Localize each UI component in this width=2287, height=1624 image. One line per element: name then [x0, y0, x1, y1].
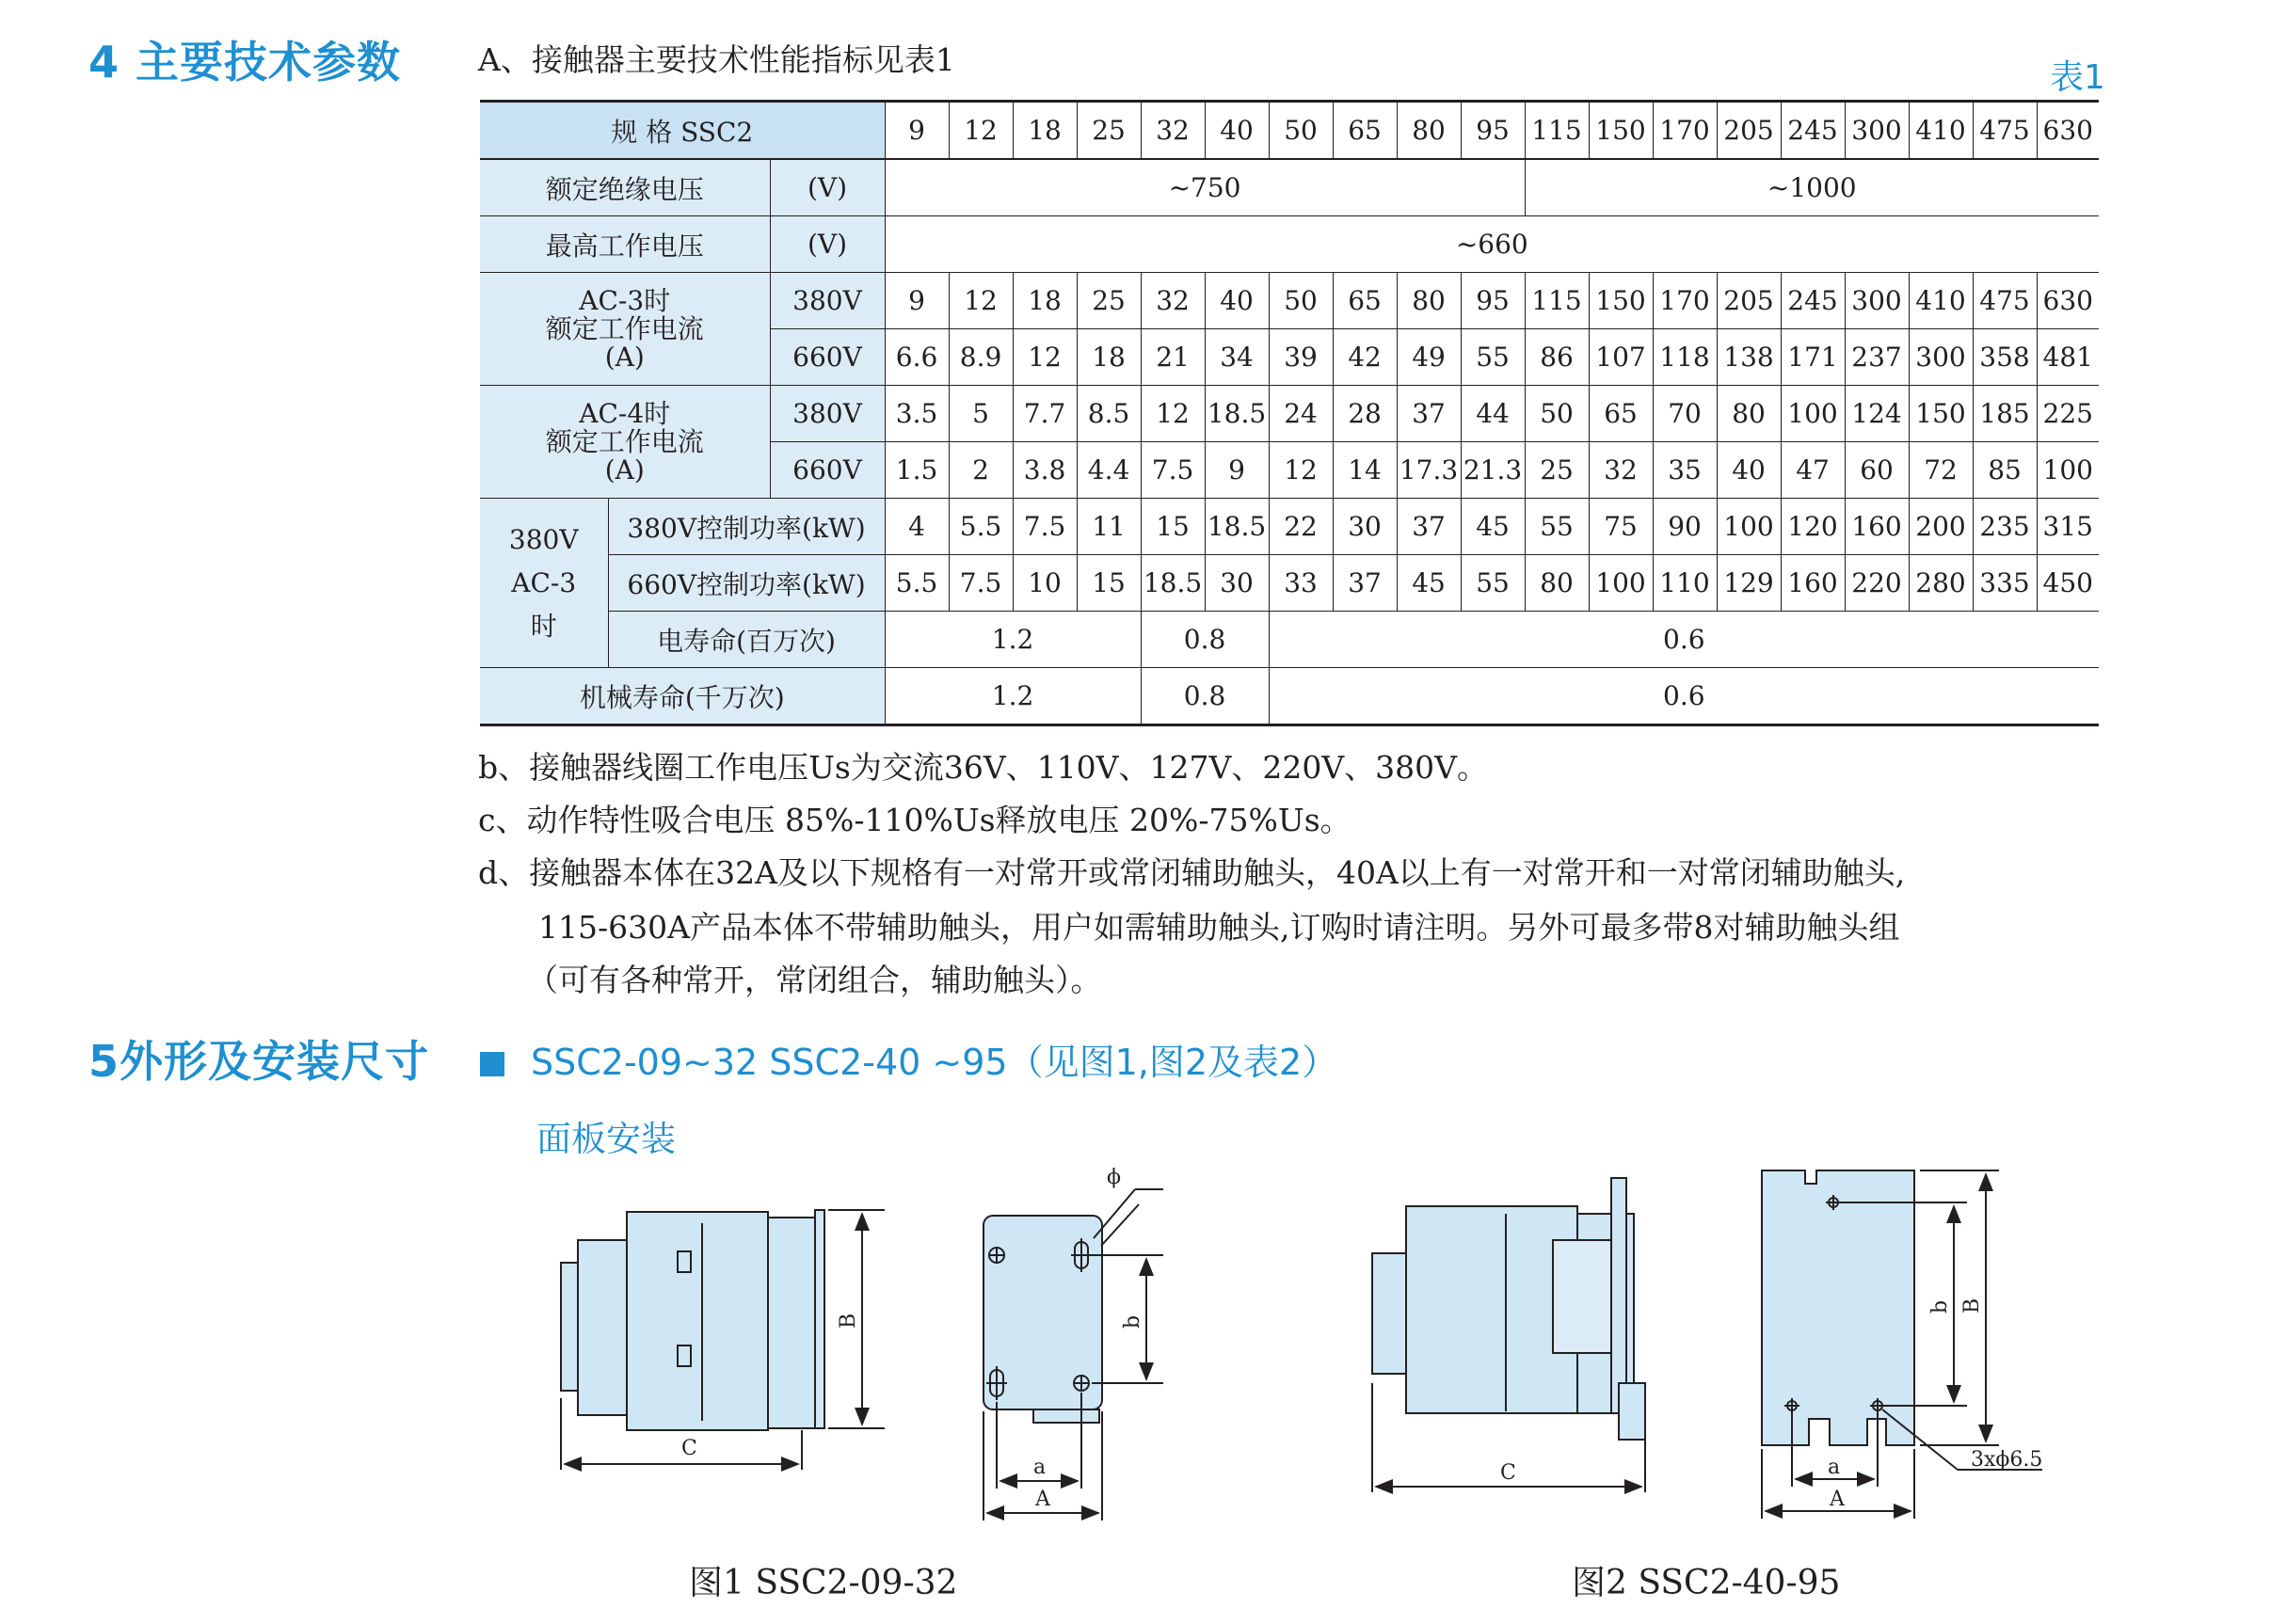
value-cell: 18 [1077, 329, 1141, 386]
value-cell: 205 [1717, 273, 1781, 329]
value-cell: 100 [2037, 442, 2099, 499]
insulation-label: 额定绝缘电压 [480, 159, 770, 216]
value-cell: 118 [1653, 329, 1717, 386]
value-cell: 335 [1973, 555, 2037, 612]
max-voltage-value: ~660 [885, 216, 2099, 273]
value-cell: 481 [2037, 329, 2099, 386]
value-cell: 40 [1205, 273, 1269, 329]
value-cell: 65 [1589, 386, 1653, 442]
p660-label: 660V控制功率(kW) [608, 555, 885, 612]
ac3-label-line3: (A) [604, 341, 645, 373]
value-cell: 100 [1589, 555, 1653, 612]
value-cell: 5 [949, 386, 1013, 442]
value-cell: 6.6 [885, 329, 949, 386]
rating-cell: 475 [1973, 102, 2037, 160]
ac3-label-line1: AC-3时 [579, 284, 671, 316]
value-cell: 22 [1269, 499, 1333, 555]
fig1-dim-b-lower: b [1121, 1314, 1144, 1329]
value-cell: 7.5 [1141, 442, 1205, 499]
insulation-unit: (V) [770, 159, 885, 216]
rating-cell: 410 [1909, 102, 1973, 160]
value-cell: 11 [1077, 499, 1141, 555]
rating-cell: 80 [1397, 102, 1461, 160]
rating-cell: 630 [2037, 102, 2099, 160]
value-cell: 47 [1781, 442, 1845, 499]
note-d-line3: （可有各种常开，常闭组合，辅助触头）。 [527, 962, 1102, 998]
value-cell: 160 [1781, 555, 1845, 612]
value-cell: 55 [1525, 499, 1589, 555]
note-c: c、动作特性吸合电压 85%-110%Us释放电压 20%-75%Us。 [478, 802, 1351, 838]
value-cell: 25 [1077, 273, 1141, 329]
fig2-dim-a-lower: a [1828, 1456, 1841, 1479]
rating-cell: 65 [1333, 102, 1397, 160]
fig2-dim-c: C [1500, 1461, 1516, 1485]
value-cell: 45 [1397, 555, 1461, 612]
mech-life-3: 0.6 [1269, 668, 2099, 725]
fig1-front-view [984, 1216, 1102, 1423]
table-intro: A、接触器主要技术性能指标见表1 [478, 41, 955, 78]
ac3-v660: 660V [770, 329, 885, 386]
value-cell: 9 [1205, 442, 1269, 499]
note-d-line1: d、接触器本体在32A及以下规格有一对常开或常闭辅助触头，40A以上有一对常开和一对常闭辅助触头, [478, 854, 1906, 891]
value-cell: 50 [1269, 273, 1333, 329]
value-cell: 55 [1461, 555, 1525, 612]
value-cell: 129 [1717, 555, 1781, 612]
value-cell: 50 [1525, 386, 1589, 442]
value-cell: 17.3 [1397, 442, 1461, 499]
ac3-v380: 380V [770, 273, 885, 329]
fig2-dim-a-upper: A [1830, 1488, 1845, 1511]
value-cell: 25 [1525, 442, 1589, 499]
value-cell: 95 [1461, 273, 1525, 329]
value-cell: 4.4 [1077, 442, 1141, 499]
rating-cell: 150 [1589, 102, 1653, 160]
value-cell: 21 [1141, 329, 1205, 386]
fig1-caption: 图1 SSC2-09-32 [689, 1564, 958, 1602]
value-cell: 630 [2037, 273, 2099, 329]
rating-cell: 50 [1269, 102, 1333, 160]
rating-cell: 170 [1653, 102, 1717, 160]
max-voltage-unit: (V) [770, 216, 885, 273]
section5-title: 5外形及安装尺寸 [88, 1036, 430, 1087]
insulation-low: ~750 [885, 159, 1525, 216]
value-cell: 44 [1461, 386, 1525, 442]
value-cell: 300 [1909, 329, 1973, 386]
value-cell: 86 [1525, 329, 1589, 386]
value-cell: 280 [1909, 555, 1973, 612]
value-cell: 110 [1653, 555, 1717, 612]
rating-cell: 245 [1781, 102, 1845, 160]
group-line2: AC-3 [511, 566, 577, 598]
value-cell: 18.5 [1205, 499, 1269, 555]
value-cell: 8.5 [1077, 386, 1141, 442]
value-cell: 4 [885, 499, 949, 555]
fig2-dim-b-lower: b [1928, 1299, 1952, 1314]
ac3-label-line2: 额定工作电流 [545, 312, 704, 344]
value-cell: 220 [1845, 555, 1909, 612]
value-cell: 72 [1909, 442, 1973, 499]
value-cell: 170 [1653, 273, 1717, 329]
value-cell: 107 [1589, 329, 1653, 386]
value-cell: 28 [1333, 386, 1397, 442]
value-cell: 24 [1269, 386, 1333, 442]
value-cell: 21.3 [1461, 442, 1525, 499]
value-cell: 185 [1973, 386, 2037, 442]
value-cell: 40 [1717, 442, 1781, 499]
ac4-v660: 660V [770, 442, 885, 499]
value-cell: 18.5 [1141, 555, 1205, 612]
value-cell: 358 [1973, 329, 2037, 386]
value-cell: 37 [1333, 555, 1397, 612]
value-cell: 300 [1845, 273, 1909, 329]
ac4-label-line3: (A) [604, 454, 645, 486]
value-cell: 2 [949, 442, 1013, 499]
value-cell: 65 [1333, 273, 1397, 329]
value-cell: 12 [949, 273, 1013, 329]
section4-title: 4 主要技术参数 [88, 37, 402, 88]
value-cell: 10 [1013, 555, 1077, 612]
mech-life-2: 0.8 [1141, 668, 1269, 725]
rating-cell: 12 [949, 102, 1013, 160]
value-cell: 1.5 [885, 442, 949, 499]
value-cell: 30 [1205, 555, 1269, 612]
value-cell: 33 [1269, 555, 1333, 612]
value-cell: 124 [1845, 386, 1909, 442]
value-cell: 235 [1973, 499, 2037, 555]
value-cell: 37 [1397, 386, 1461, 442]
value-cell: 70 [1653, 386, 1717, 442]
note-b: b、接触器线圈工作电压Us为交流36V、110V、127V、220V、380V。 [478, 749, 1488, 786]
value-cell: 171 [1781, 329, 1845, 386]
value-cell: 12 [1269, 442, 1333, 499]
value-cell: 80 [1397, 273, 1461, 329]
value-cell: 475 [1973, 273, 2037, 329]
value-cell: 5.5 [949, 499, 1013, 555]
value-cell: 315 [2037, 499, 2099, 555]
value-cell: 160 [1845, 499, 1909, 555]
value-cell: 34 [1205, 329, 1269, 386]
value-cell: 7.7 [1013, 386, 1077, 442]
value-cell: 410 [1909, 273, 1973, 329]
fig1-dim-c: C [681, 1437, 697, 1460]
value-cell: 450 [2037, 555, 2099, 612]
value-cell: 3.8 [1013, 442, 1077, 499]
value-cell: 60 [1845, 442, 1909, 499]
value-cell: 42 [1333, 329, 1397, 386]
fig1-dim-a-lower: a [1033, 1456, 1047, 1479]
value-cell: 15 [1141, 499, 1205, 555]
rating-cell: 205 [1717, 102, 1781, 160]
value-cell: 32 [1141, 273, 1205, 329]
value-cell: 90 [1653, 499, 1717, 555]
value-cell: 35 [1653, 442, 1717, 499]
value-cell: 14 [1333, 442, 1397, 499]
rating-cell: 300 [1845, 102, 1909, 160]
rating-cell: 18 [1013, 102, 1077, 160]
value-cell: 32 [1589, 442, 1653, 499]
value-cell: 12 [1013, 329, 1077, 386]
spec-label: 规 格 SSC2 [480, 102, 885, 160]
insulation-high: ~1000 [1525, 159, 2099, 216]
value-cell: 30 [1333, 499, 1397, 555]
fig2-hole-spec: 3xϕ6.5 [1971, 1448, 2043, 1472]
value-cell: 3.5 [885, 386, 949, 442]
fig2-caption: 图2 SSC2-40-95 [1572, 1564, 1841, 1602]
note-d-line2: 115-630A产品本体不带辅助触头，用户如需辅助触头,订购时请注明。另外可最多带8对辅助触头组 [538, 909, 1900, 946]
rating-cell: 95 [1461, 102, 1525, 160]
table-number-label: 表1 [2050, 58, 2105, 97]
value-cell: 49 [1397, 329, 1461, 386]
value-cell: 138 [1717, 329, 1781, 386]
value-cell: 75 [1589, 499, 1653, 555]
value-cell: 237 [1845, 329, 1909, 386]
group-line3: 时 [530, 610, 557, 642]
group-line1: 380V [508, 523, 579, 555]
elec-life-2: 0.8 [1141, 612, 1269, 668]
value-cell: 115 [1525, 273, 1589, 329]
value-cell: 12 [1141, 386, 1205, 442]
value-cell: 45 [1461, 499, 1525, 555]
value-cell: 200 [1909, 499, 1973, 555]
mech-life-label: 机械寿命(千万次) [480, 668, 885, 725]
ac4-label-line1: AC-4时 [579, 397, 671, 429]
value-cell: 120 [1781, 499, 1845, 555]
max-voltage-label: 最高工作电压 [480, 216, 770, 273]
rating-cell: 25 [1077, 102, 1141, 160]
fig1-side-view [561, 1210, 824, 1430]
fig2-side-view [1372, 1178, 1645, 1440]
value-cell: 18 [1013, 273, 1077, 329]
value-cell: 100 [1781, 386, 1845, 442]
fig1-dim-b-upper: B [837, 1313, 860, 1329]
value-cell: 55 [1461, 329, 1525, 386]
rating-cell: 32 [1141, 102, 1205, 160]
value-cell: 7.5 [949, 555, 1013, 612]
value-cell: 225 [2037, 386, 2099, 442]
rating-cell: 40 [1205, 102, 1269, 160]
elec-life-label: 电寿命(百万次) [608, 612, 885, 668]
rating-cell: 9 [885, 102, 949, 160]
value-cell: 15 [1077, 555, 1141, 612]
elec-life-3: 0.6 [1269, 612, 2099, 668]
rating-cell: 115 [1525, 102, 1589, 160]
panel-mount-heading: 面板安装 [536, 1119, 676, 1159]
value-cell: 8.9 [949, 329, 1013, 386]
value-cell: 85 [1973, 442, 2037, 499]
value-cell: 150 [1589, 273, 1653, 329]
value-cell: 100 [1717, 499, 1781, 555]
fig1-dim-phi: ϕ [1107, 1166, 1121, 1189]
value-cell: 37 [1397, 499, 1461, 555]
value-cell: 5.5 [885, 555, 949, 612]
fig2-dim-b-upper: B [1960, 1298, 1984, 1314]
value-cell: 7.5 [1013, 499, 1077, 555]
value-cell: 150 [1909, 386, 1973, 442]
value-cell: 80 [1525, 555, 1589, 612]
value-cell: 9 [885, 273, 949, 329]
subtitle-text: SSC2-09~32 SSC2-40 ~95（见图1,图2及表2） [531, 1042, 1338, 1083]
p380-label: 380V控制功率(kW) [608, 499, 885, 555]
ac4-v380: 380V [770, 386, 885, 442]
mech-life-1: 1.2 [885, 668, 1141, 725]
fig1-dim-a-upper: A [1035, 1488, 1050, 1511]
ac4-label-line2: 额定工作电流 [545, 425, 704, 457]
value-cell: 245 [1781, 273, 1845, 329]
value-cell: 18.5 [1205, 386, 1269, 442]
value-cell: 80 [1717, 386, 1781, 442]
value-cell: 39 [1269, 329, 1333, 386]
fig2-front-view [1762, 1170, 1914, 1445]
elec-life-1: 1.2 [885, 612, 1141, 668]
